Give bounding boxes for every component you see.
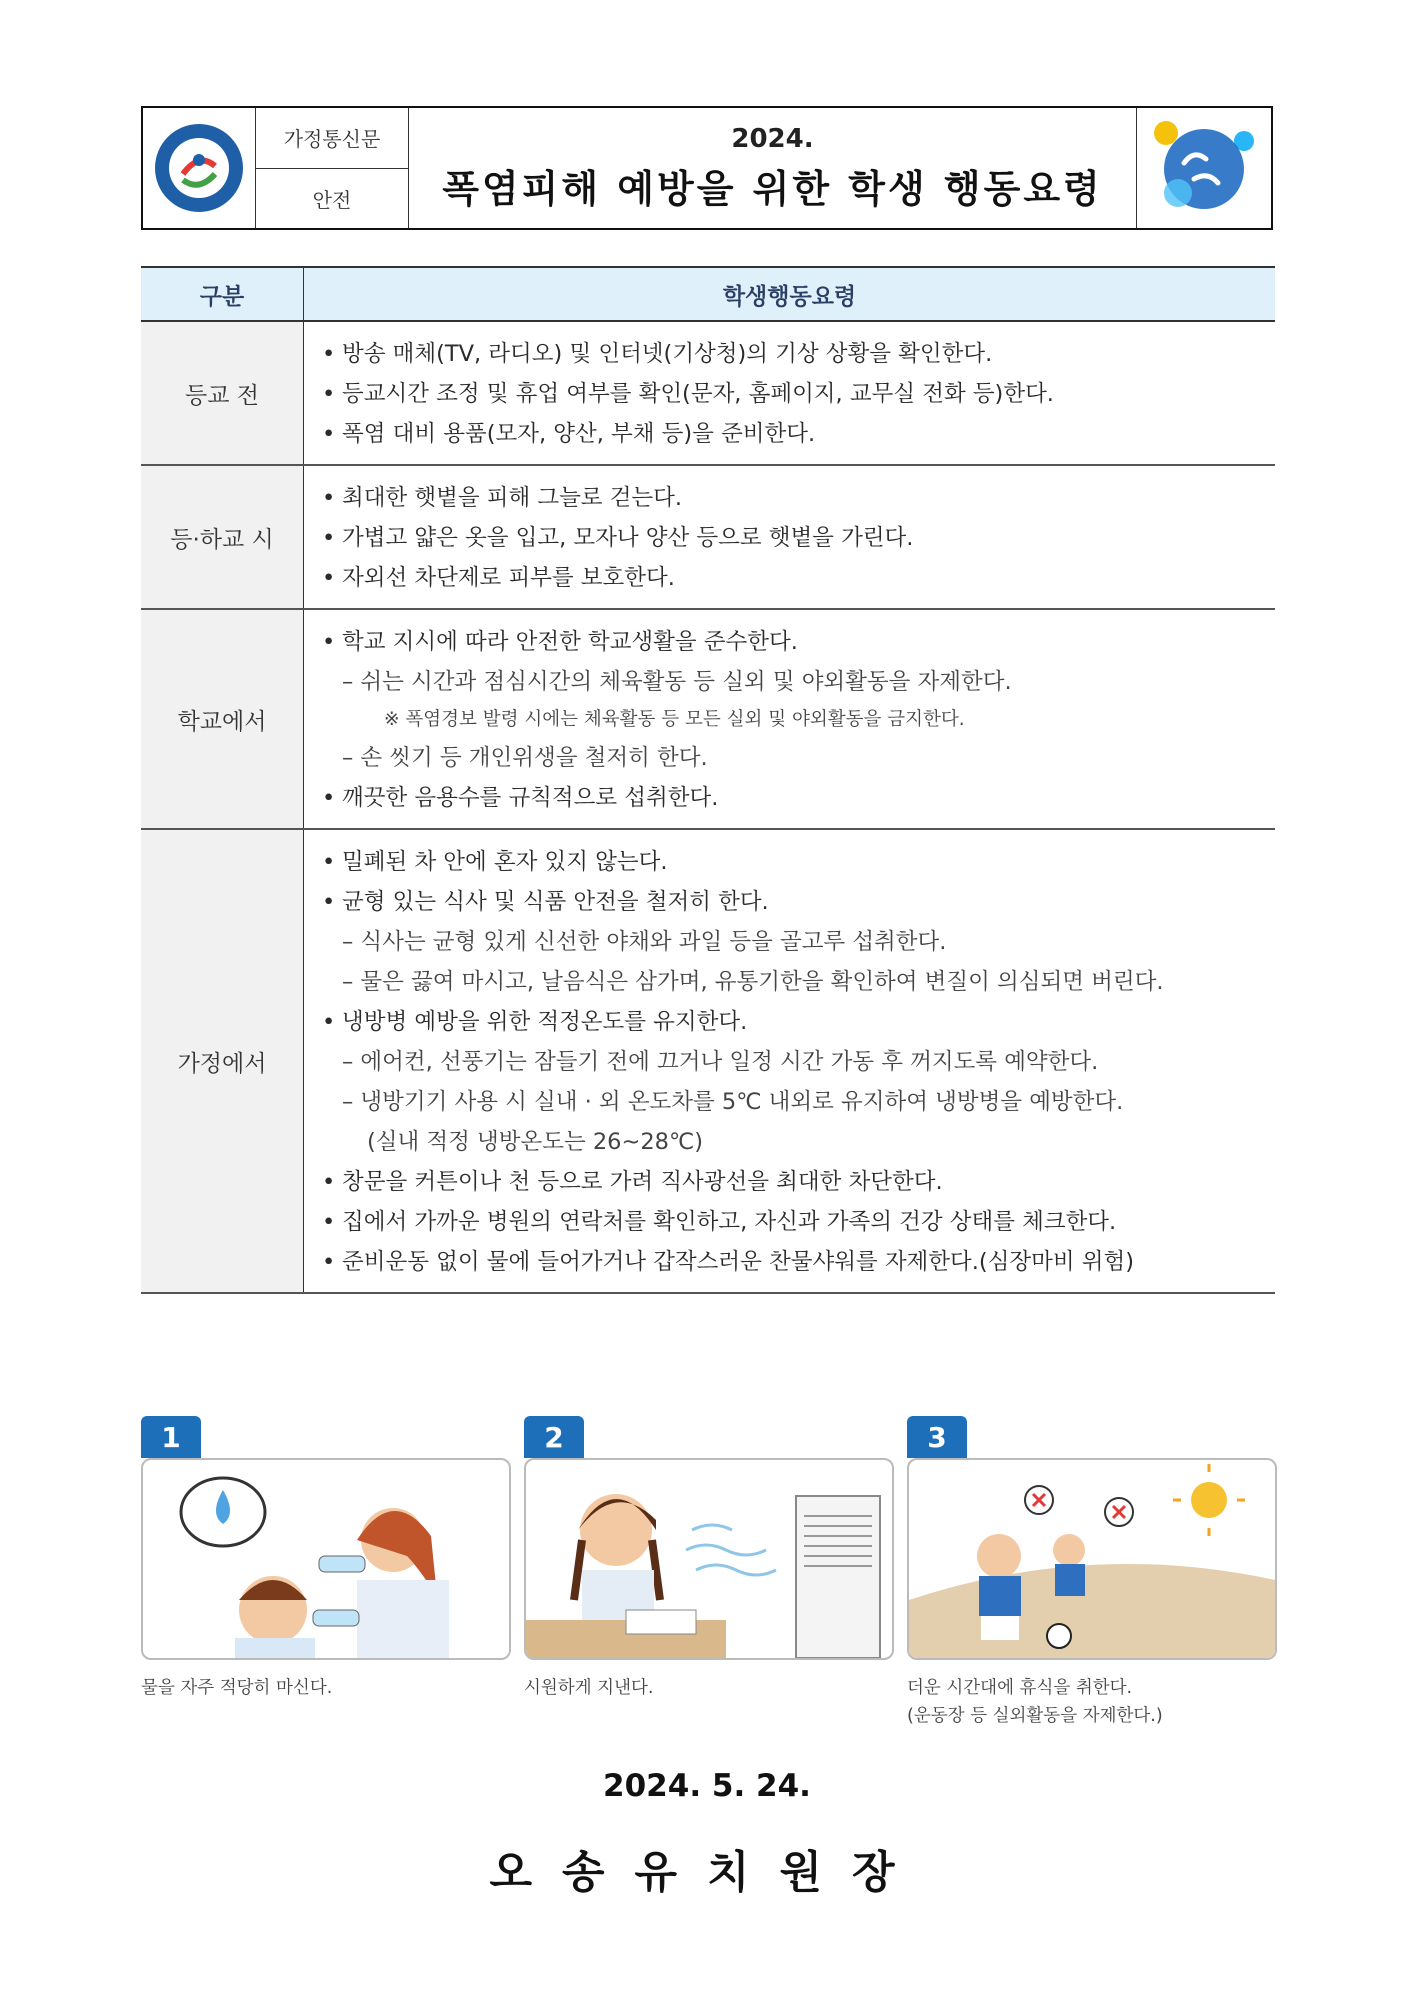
list-item: • 집에서 가까운 병원의 연락처를 확인하고, 자신과 가족의 건강 상태를 체크한다. xyxy=(322,1202,1275,1242)
list-item: • 최대한 햇볕을 피해 그늘로 걷는다. xyxy=(322,478,1275,518)
row-category: 등·하교 시 xyxy=(141,465,304,609)
table-row xyxy=(141,829,1275,1293)
list-item: • 자외선 차단제로 피부를 보호한다. xyxy=(322,558,1275,598)
list-item: • 등교시간 조정 및 휴업 여부를 확인(문자, 홈페이지, 교무실 전화 등)한다. xyxy=(322,374,1275,414)
drinking-water-illustration-icon xyxy=(141,1458,511,1660)
list-subitem: – 손 씻기 등 개인위생을 철저히 한다. xyxy=(322,738,1275,778)
table-header-row xyxy=(141,267,1275,321)
behavior-guide-table xyxy=(141,266,1275,1294)
list-item: • 균형 있는 식사 및 식품 안전을 철저히 한다. xyxy=(322,882,1275,922)
row-category: 가정에서 xyxy=(141,829,304,1293)
page-title: 폭염피해 예방을 위한 학생 행동요령 xyxy=(442,166,1103,211)
row-items xyxy=(304,465,1276,609)
list-item: • 폭염 대비 용품(모자, 양산, 부채 등)을 준비한다. xyxy=(322,414,1275,454)
list-item: • 냉방병 예방을 위한 적정온도를 유지한다. xyxy=(322,1002,1275,1042)
list-item: • 준비운동 없이 물에 들어가거나 갑작스러운 찬물샤워를 자제한다.(심장마비 위험) xyxy=(322,1242,1275,1282)
list-subitem: – 냉방기기 사용 시 실내 · 외 온도차를 5℃ 내외로 유지하여 냉방병을 예방한다. xyxy=(322,1082,1275,1122)
issue-date: 2024. 5. 24. xyxy=(603,1768,811,1804)
list-note: ※ 폭염경보 발령 시에는 체육활동 등 모든 실외 및 야외활동을 금지한다. xyxy=(384,709,965,730)
list-item: • 방송 매체(TV, 라디오) 및 인터넷(기상청)의 기상 상황을 확인한다. xyxy=(322,334,1275,374)
panel-caption: 시원하게 지낸다. xyxy=(524,1678,654,1698)
list-subitem: – 식사는 균형 있게 신선한 야채와 과일 등을 골고루 섭취한다. xyxy=(322,922,1275,962)
list-item: • 학교 지시에 따라 안전한 학교생활을 준수한다. xyxy=(322,622,1275,662)
header-year: 2024. xyxy=(731,123,814,154)
document-header xyxy=(141,106,1273,230)
list-item: • 깨끗한 음용수를 규칙적으로 섭취한다. xyxy=(322,778,1275,818)
row-items xyxy=(304,321,1276,465)
panel-number-badge: 1 xyxy=(141,1416,201,1458)
panel-number-badge: 3 xyxy=(907,1416,967,1458)
list-continuation: (실내 적정 냉방온도는 26~28℃) xyxy=(367,1129,704,1155)
table-row xyxy=(141,465,1275,609)
cool-air-illustration-icon xyxy=(524,1458,894,1660)
illustration-panel-1 xyxy=(141,1416,509,1702)
panel-caption-line: 더운 시간대에 휴식을 취한다. xyxy=(907,1678,1133,1698)
list-subitem: – 에어컨, 선풍기는 잠들기 전에 끄거나 일정 시간 가동 후 꺼지도록 예약한다. xyxy=(322,1042,1275,1082)
list-subitem: – 쉬는 시간과 점심시간의 체육활동 등 실외 및 야외활동을 자제한다. xyxy=(322,662,1275,702)
header-title-block xyxy=(409,108,1137,228)
panel-caption xyxy=(907,1674,1275,1730)
header-category: 가정통신문 xyxy=(256,108,408,169)
row-category: 등교 전 xyxy=(141,321,304,465)
kindergarten-logo-icon xyxy=(143,108,256,228)
table-row xyxy=(141,609,1275,829)
illustration-panel-3 xyxy=(907,1416,1275,1730)
column-header-guide: 학생행동요령 xyxy=(304,267,1276,321)
list-item: • 가볍고 얇은 옷을 입고, 모자나 양산 등으로 햇볕을 가린다. xyxy=(322,518,1275,558)
row-category: 학교에서 xyxy=(141,609,304,829)
header-meta xyxy=(256,108,409,228)
list-subitem: – 물은 끓여 마시고, 날음식은 삼가며, 유통기한을 확인하여 변질이 의심되면 버린다. xyxy=(322,962,1275,1002)
list-item: • 창문을 커튼이나 천 등으로 가려 직사광선을 최대한 차단한다. xyxy=(322,1162,1275,1202)
panel-caption-line: (운동장 등 실외활동을 자제한다.) xyxy=(907,1706,1163,1726)
list-item: • 밀폐된 차 안에 혼자 있지 않는다. xyxy=(322,842,1275,882)
table-row xyxy=(141,321,1275,465)
header-subcategory: 안전 xyxy=(312,187,352,212)
column-header-category: 구분 xyxy=(141,267,304,321)
signature: 오송유치원장 xyxy=(489,1847,925,1898)
panel-number-badge: 2 xyxy=(524,1416,584,1458)
row-items xyxy=(304,829,1276,1293)
clean-world-emblem-icon xyxy=(1137,108,1271,228)
illustration-panel-2 xyxy=(524,1416,892,1702)
row-items xyxy=(304,609,1276,829)
panel-caption: 물을 자주 적당히 마신다. xyxy=(141,1678,333,1698)
avoid-outdoor-illustration-icon xyxy=(907,1458,1277,1660)
